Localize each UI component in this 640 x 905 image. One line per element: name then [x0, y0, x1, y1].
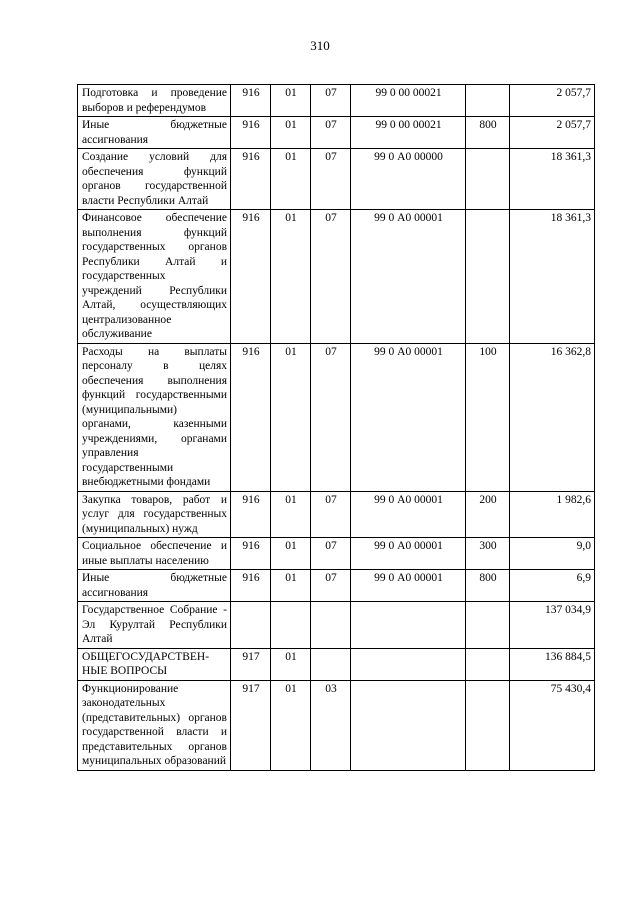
row-expense	[466, 680, 510, 770]
budget-table	[77, 84, 595, 771]
row-section: 01	[271, 85, 311, 117]
row-expense	[466, 210, 510, 344]
table-row	[78, 680, 595, 770]
table-row	[78, 210, 595, 344]
row-expense: 200	[466, 491, 510, 538]
row-target: 99 0 00 00021	[351, 117, 466, 149]
row-expense: 800	[466, 117, 510, 149]
row-section: 01	[271, 648, 311, 680]
row-amount: 2 057,7	[510, 85, 595, 117]
row-section: 01	[271, 149, 311, 210]
row-target	[351, 680, 466, 770]
row-expense	[466, 648, 510, 680]
row-subsection: 07	[311, 210, 351, 344]
row-expense	[466, 149, 510, 210]
row-expense: 800	[466, 570, 510, 602]
row-subsection	[311, 602, 351, 649]
row-amount: 6,9	[510, 570, 595, 602]
table-row	[78, 602, 595, 649]
row-name: Функционирование законодательных (представительных) органов государственной власти и представительных органов муниципальных образований	[78, 680, 231, 770]
row-amount: 1 982,6	[510, 491, 595, 538]
row-subsection: 07	[311, 85, 351, 117]
row-amount: 136 884,5	[510, 648, 595, 680]
row-section	[271, 602, 311, 649]
table-row	[78, 538, 595, 570]
row-target: 99 0 А0 00001	[351, 343, 466, 491]
row-subsection: 07	[311, 570, 351, 602]
row-ministry: 917	[231, 648, 271, 680]
row-ministry: 916	[231, 210, 271, 344]
row-name: Создание условий для обеспечения функций органов государственной власти Республики Алтай	[78, 149, 231, 210]
row-target: 99 0 А0 00000	[351, 149, 466, 210]
row-amount: 75 430,4	[510, 680, 595, 770]
table-row	[78, 117, 595, 149]
row-name: Иные бюджетные ассигнования	[78, 570, 231, 602]
row-expense: 300	[466, 538, 510, 570]
row-target	[351, 602, 466, 649]
table-row	[78, 648, 595, 680]
row-name: Иные бюджетные ассигнования	[78, 117, 231, 149]
row-name: Подготовка и проведение выборов и референдумов	[78, 85, 231, 117]
row-name: Государственное Собрание - Эл Курултай Республики Алтай	[78, 602, 231, 649]
row-ministry: 916	[231, 117, 271, 149]
row-expense: 100	[466, 343, 510, 491]
row-ministry	[231, 602, 271, 649]
row-target: 99 0 А0 00001	[351, 491, 466, 538]
row-name: Финансовое обеспечение выполнения функций государственных органов Республики Алтай и государственных учреждений Республики Алтай, осуществляющих централизованное обслуживание	[78, 210, 231, 344]
row-name: ОБЩЕГОСУДАРСТВЕН-НЫЕ ВОПРОСЫ	[78, 648, 231, 680]
row-section: 01	[271, 210, 311, 344]
row-subsection	[311, 648, 351, 680]
row-subsection: 07	[311, 343, 351, 491]
row-section: 01	[271, 680, 311, 770]
table-row	[78, 85, 595, 117]
row-name: Расходы на выплаты персоналу в целях обеспечения выполнения функций государственными (муниципальными) органами, казенными учреждениями, органами управления государственными внебюджетными фондами	[78, 343, 231, 491]
row-section: 01	[271, 343, 311, 491]
budget-table-body	[78, 85, 595, 771]
row-ministry: 916	[231, 491, 271, 538]
table-row	[78, 570, 595, 602]
row-subsection: 07	[311, 538, 351, 570]
row-ministry: 917	[231, 680, 271, 770]
row-amount: 2 057,7	[510, 117, 595, 149]
row-subsection: 03	[311, 680, 351, 770]
row-expense	[466, 85, 510, 117]
row-section: 01	[271, 117, 311, 149]
row-target: 99 0 А0 00001	[351, 538, 466, 570]
row-ministry: 916	[231, 570, 271, 602]
row-expense	[466, 602, 510, 649]
row-section: 01	[271, 570, 311, 602]
row-section: 01	[271, 491, 311, 538]
row-name: Социальное обеспечение и иные выплаты населению	[78, 538, 231, 570]
row-section: 01	[271, 538, 311, 570]
table-row	[78, 149, 595, 210]
row-amount: 137 034,9	[510, 602, 595, 649]
row-ministry: 916	[231, 538, 271, 570]
row-ministry: 916	[231, 85, 271, 117]
row-amount: 16 362,8	[510, 343, 595, 491]
row-amount: 18 361,3	[510, 210, 595, 344]
row-amount: 9,0	[510, 538, 595, 570]
table-row	[78, 491, 595, 538]
row-ministry: 916	[231, 149, 271, 210]
row-target: 99 0 00 00021	[351, 85, 466, 117]
row-target: 99 0 А0 00001	[351, 210, 466, 344]
row-subsection: 07	[311, 117, 351, 149]
row-ministry: 916	[231, 343, 271, 491]
row-subsection: 07	[311, 491, 351, 538]
page-number: 310	[310, 38, 330, 53]
row-target: 99 0 А0 00001	[351, 570, 466, 602]
row-subsection: 07	[311, 149, 351, 210]
row-target	[351, 648, 466, 680]
row-name: Закупка товаров, работ и услуг для государственных (муниципальных) нужд	[78, 491, 231, 538]
table-row	[78, 343, 595, 491]
row-amount: 18 361,3	[510, 149, 595, 210]
